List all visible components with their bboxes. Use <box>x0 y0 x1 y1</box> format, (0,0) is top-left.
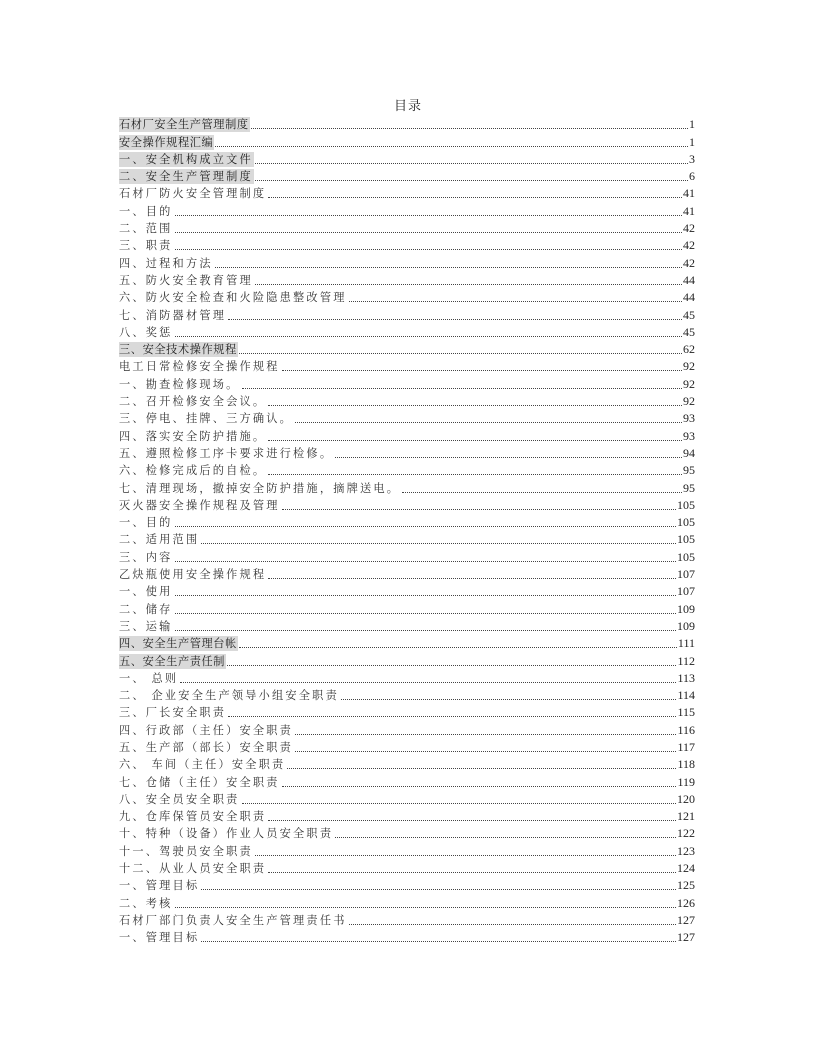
toc-entry-label[interactable]: 一、目的 <box>119 204 173 218</box>
toc-entry-page-number[interactable]: 45 <box>683 324 695 339</box>
toc-entry-page-number[interactable]: 42 <box>683 221 695 236</box>
toc-entry[interactable] <box>119 461 695 478</box>
toc-entry[interactable] <box>119 720 695 737</box>
dot-leader <box>287 767 676 769</box>
toc-entry[interactable] <box>119 599 695 616</box>
toc-entry-label[interactable]: 一、勘查检修现场。 <box>119 377 240 391</box>
toc-entry-label[interactable]: 电工日常检修安全操作规程 <box>119 360 280 374</box>
toc-entry[interactable] <box>119 738 695 755</box>
toc-entry-label[interactable]: 一、 总则 <box>119 671 179 685</box>
toc-entry[interactable] <box>119 340 695 357</box>
toc-entry-page-number[interactable]: 127 <box>677 930 695 945</box>
dot-leader <box>201 888 676 890</box>
toc-entry-label[interactable]: 乙炔瓶使用安全操作规程 <box>119 568 267 582</box>
toc-entry-label[interactable]: 六、检修完成后的自检。 <box>119 464 267 478</box>
dot-leader <box>268 819 676 821</box>
toc-entry-label[interactable]: 五、安全生产责任制 <box>119 654 226 668</box>
toc-entry-page-number[interactable]: 93 <box>683 428 695 443</box>
toc-entry[interactable] <box>119 478 695 495</box>
toc-entry-page-number[interactable]: 105 <box>677 515 695 530</box>
toc-entry-page-number[interactable]: 95 <box>683 480 695 495</box>
dot-leader <box>282 508 676 510</box>
dot-leader <box>239 352 682 354</box>
toc-entry[interactable] <box>119 703 695 720</box>
toc-entry-page-number[interactable]: 92 <box>683 394 695 409</box>
toc-entry-page-number[interactable]: 125 <box>677 878 695 893</box>
toc-entry-label[interactable]: 二、考核 <box>119 896 173 910</box>
dot-leader <box>175 612 676 614</box>
dot-leader <box>228 715 676 717</box>
dot-leader <box>268 577 676 579</box>
toc-entry-label[interactable]: 四、过程和方法 <box>119 256 213 270</box>
dot-leader <box>295 750 676 752</box>
toc-entry[interactable] <box>119 253 695 270</box>
toc-entry-page-number[interactable]: 95 <box>683 463 695 478</box>
toc-entry[interactable] <box>119 807 695 824</box>
toc-entry-label[interactable]: 七、仓储（主任）安全职责 <box>119 775 280 789</box>
toc-entry-label[interactable]: 十一、驾驶员安全职责 <box>119 844 253 858</box>
toc-entry-page-number[interactable]: 6 <box>689 169 695 184</box>
toc-entry-label[interactable]: 一、安全机构成立文件 <box>119 152 253 166</box>
toc-entry-label[interactable]: 二、召开检修安全会议。 <box>119 395 267 409</box>
dot-leader <box>255 283 682 285</box>
toc-entry-label[interactable]: 安全操作规程汇编 <box>119 135 214 149</box>
toc-entry[interactable] <box>119 513 695 530</box>
toc-entry-label[interactable]: 三、运输 <box>119 619 173 633</box>
toc-entry[interactable] <box>119 132 695 149</box>
toc-entry-label[interactable]: 五、生产部（部长）安全职责 <box>119 740 294 754</box>
toc-entry-label[interactable]: 三、安全技术操作规程 <box>119 343 237 357</box>
toc-entry-label[interactable]: 二、适用范围 <box>119 533 200 547</box>
toc-entry[interactable] <box>119 409 695 426</box>
toc-entry-page-number[interactable]: 127 <box>677 912 695 927</box>
dot-leader <box>175 525 676 527</box>
dot-leader <box>175 231 682 233</box>
toc-entry-page-number[interactable]: 45 <box>683 307 695 322</box>
toc-entry-label[interactable]: 六、 车间（主任）安全职责 <box>119 758 286 772</box>
toc-entry-label[interactable]: 七、清理现场，撤掉安全防护措施，摘牌送电。 <box>119 481 401 495</box>
toc-entry-page-number[interactable]: 113 <box>677 670 695 685</box>
toc-entry-page-number[interactable]: 44 <box>683 272 695 287</box>
toc-entry[interactable] <box>119 893 695 910</box>
toc-entry-label[interactable]: 二、安全生产管理制度 <box>119 170 253 184</box>
dot-leader <box>175 248 682 250</box>
toc-entry[interactable] <box>119 150 695 167</box>
toc-entry[interactable] <box>119 219 695 236</box>
toc-entry[interactable] <box>119 444 695 461</box>
toc-entry[interactable] <box>119 115 695 132</box>
toc-entry[interactable] <box>119 582 695 599</box>
dot-leader <box>255 854 676 856</box>
dot-leader <box>268 196 682 198</box>
toc-entry-label[interactable]: 石材厂防火安全管理制度 <box>119 187 267 201</box>
toc-entry-label[interactable]: 二、范围 <box>119 222 173 236</box>
dot-leader <box>175 214 682 216</box>
toc-entry-page-number[interactable]: 118 <box>677 757 695 772</box>
dot-leader <box>268 439 682 441</box>
toc-entry-page-number[interactable]: 3 <box>689 151 695 166</box>
toc-entry-page-number[interactable]: 41 <box>683 203 695 218</box>
toc-entry-page-number[interactable]: 92 <box>683 376 695 391</box>
toc-entry-label[interactable]: 十二、从业人员安全职责 <box>119 862 267 876</box>
dot-leader <box>175 335 682 337</box>
toc-entry-label[interactable]: 六、防火安全检查和火险隐患整改管理 <box>119 291 347 305</box>
toc-entry[interactable] <box>119 772 695 789</box>
toc-entry-page-number[interactable]: 121 <box>677 809 695 824</box>
toc-entry-page-number[interactable]: 62 <box>683 342 695 357</box>
toc-entry-page-number[interactable]: 109 <box>677 601 695 616</box>
toc-entry-page-number[interactable]: 124 <box>677 861 695 876</box>
dot-leader <box>255 179 688 181</box>
toc-entry-label[interactable]: 一、管理目标 <box>119 931 200 945</box>
toc-entry-label[interactable]: 一、目的 <box>119 516 173 530</box>
toc-entry-label[interactable]: 九、仓库保管员安全职责 <box>119 810 267 824</box>
toc-entry[interactable] <box>119 184 695 201</box>
toc-entry[interactable] <box>119 236 695 253</box>
toc-entry[interactable] <box>119 686 695 703</box>
dot-leader <box>201 542 676 544</box>
toc-entry-label[interactable]: 一、管理目标 <box>119 879 200 893</box>
dot-leader <box>242 387 683 389</box>
toc-entry-page-number[interactable]: 42 <box>683 238 695 253</box>
toc-entry-label[interactable]: 五、遵照检修工序卡要求进行检修。 <box>119 446 334 460</box>
toc-entry[interactable] <box>119 201 695 218</box>
dot-leader <box>268 473 682 475</box>
dot-leader <box>201 940 676 942</box>
toc-entry-label[interactable]: 石材厂安全生产管理制度 <box>119 118 249 132</box>
toc-entry-label[interactable]: 四、行政部（主任）安全职责 <box>119 723 294 737</box>
dot-leader <box>282 785 677 787</box>
toc-entry-page-number[interactable]: 123 <box>677 843 695 858</box>
dot-leader <box>268 404 682 406</box>
toc-entry-page-number[interactable]: 119 <box>677 774 695 789</box>
toc-entry[interactable] <box>119 824 695 841</box>
dot-leader <box>175 906 676 908</box>
dot-leader <box>335 836 676 838</box>
toc-entry[interactable] <box>119 547 695 564</box>
toc-entry-page-number[interactable]: 115 <box>677 705 695 720</box>
toc-entry-page-number[interactable]: 107 <box>677 567 695 582</box>
toc-entry-page-number[interactable]: 114 <box>677 688 695 703</box>
dot-leader <box>295 421 682 423</box>
toc-entry[interactable] <box>119 357 695 374</box>
toc-entry-page-number[interactable]: 1 <box>689 117 695 132</box>
toc-entry[interactable] <box>119 323 695 340</box>
toc-entry-label[interactable]: 八、安全员安全职责 <box>119 792 240 806</box>
toc-entry-label[interactable]: 二、储存 <box>119 602 173 616</box>
toc-entry-label[interactable]: 七、消防器材管理 <box>119 308 227 322</box>
toc-entry-label[interactable]: 石材厂部门负责人安全生产管理责任书 <box>119 913 347 927</box>
toc-entry[interactable] <box>119 841 695 858</box>
toc-entry-label[interactable]: 二、 企业安全生产领导小组安全职责 <box>119 689 339 703</box>
toc-entry-label[interactable]: 一、使用 <box>119 585 173 599</box>
toc-entry-page-number[interactable]: 105 <box>677 497 695 512</box>
dot-leader <box>180 681 676 683</box>
dot-leader <box>349 923 676 925</box>
toc-entry-label[interactable]: 三、职责 <box>119 239 173 253</box>
dot-leader <box>228 318 682 320</box>
toc-entry[interactable] <box>119 859 695 876</box>
toc-entry[interactable] <box>119 651 695 668</box>
toc-entry[interactable] <box>119 565 695 582</box>
dot-leader <box>282 369 682 371</box>
toc-entry-page-number[interactable]: 111 <box>677 636 695 651</box>
toc-entry-label[interactable]: 五、防火安全教育管理 <box>119 273 253 287</box>
toc-entry-page-number[interactable]: 120 <box>677 791 695 806</box>
dot-leader <box>341 698 676 700</box>
toc-entry[interactable] <box>119 496 695 513</box>
toc-entry-label[interactable]: 三、停电、挂牌、三方确认。 <box>119 412 294 426</box>
dot-leader <box>402 491 682 493</box>
toc-entry-label[interactable]: 十、特种（设备）作业人员安全职责 <box>119 827 334 841</box>
toc-entry[interactable] <box>119 374 695 391</box>
toc-entry-label[interactable]: 八、奖惩 <box>119 325 173 339</box>
toc-entry-label[interactable]: 三、厂长安全职责 <box>119 706 227 720</box>
dot-leader <box>175 560 676 562</box>
toc-entry[interactable] <box>119 288 695 305</box>
dot-leader <box>175 594 676 596</box>
toc-entry[interactable] <box>119 928 695 945</box>
toc-entry-page-number[interactable]: 92 <box>683 359 695 374</box>
toc-entry[interactable] <box>119 392 695 409</box>
toc-entry-page-number[interactable]: 105 <box>677 532 695 547</box>
toc-title: 目录 <box>393 99 422 114</box>
dot-leader <box>251 127 688 129</box>
toc-entry-page-number[interactable]: 122 <box>677 826 695 841</box>
dot-leader <box>255 162 688 164</box>
dot-leader <box>295 733 676 735</box>
toc-entry-page-number[interactable]: 109 <box>677 618 695 633</box>
toc-entry-page-number[interactable]: 93 <box>683 411 695 426</box>
toc-entry-page-number[interactable]: 1 <box>689 134 695 149</box>
toc-entry-page-number[interactable]: 116 <box>677 722 695 737</box>
dot-leader <box>335 456 682 458</box>
toc-entry[interactable] <box>119 305 695 322</box>
dot-leader <box>215 145 688 147</box>
toc-entry-label[interactable]: 四、安全生产管理台帐 <box>119 637 237 651</box>
dot-leader <box>239 646 677 648</box>
toc-entry-page-number[interactable]: 44 <box>683 290 695 305</box>
dot-leader <box>349 300 682 302</box>
dot-leader <box>215 266 682 268</box>
toc-entry-page-number[interactable]: 105 <box>677 549 695 564</box>
dot-leader <box>268 871 676 873</box>
toc-entry-page-number[interactable]: 41 <box>683 186 695 201</box>
toc-entry[interactable] <box>119 911 695 928</box>
toc-entry[interactable] <box>119 755 695 772</box>
toc-entry[interactable] <box>119 426 695 443</box>
toc-entry-page-number[interactable]: 112 <box>677 653 695 668</box>
toc-entry[interactable] <box>119 530 695 547</box>
toc-entry[interactable] <box>119 790 695 807</box>
toc-entry-label[interactable]: 三、内容 <box>119 550 173 564</box>
toc-entry-page-number[interactable]: 117 <box>677 739 695 754</box>
toc-entry[interactable] <box>119 634 695 651</box>
toc-entry-label[interactable]: 四、落实安全防护措施。 <box>119 429 267 443</box>
toc-entry-label[interactable]: 灭火器安全操作规程及管理 <box>119 498 280 512</box>
table-of-contents <box>119 115 695 945</box>
dot-leader <box>242 802 677 804</box>
toc-entry[interactable] <box>119 167 695 184</box>
toc-entry-page-number[interactable]: 107 <box>677 584 695 599</box>
toc-entry[interactable] <box>119 617 695 634</box>
toc-entry-page-number[interactable]: 94 <box>683 445 695 460</box>
toc-entry[interactable] <box>119 271 695 288</box>
toc-entry[interactable] <box>119 669 695 686</box>
dot-leader <box>227 664 676 666</box>
toc-entry-page-number[interactable]: 126 <box>677 895 695 910</box>
toc-entry-page-number[interactable]: 42 <box>683 255 695 270</box>
dot-leader <box>175 629 676 631</box>
toc-entry[interactable] <box>119 876 695 893</box>
